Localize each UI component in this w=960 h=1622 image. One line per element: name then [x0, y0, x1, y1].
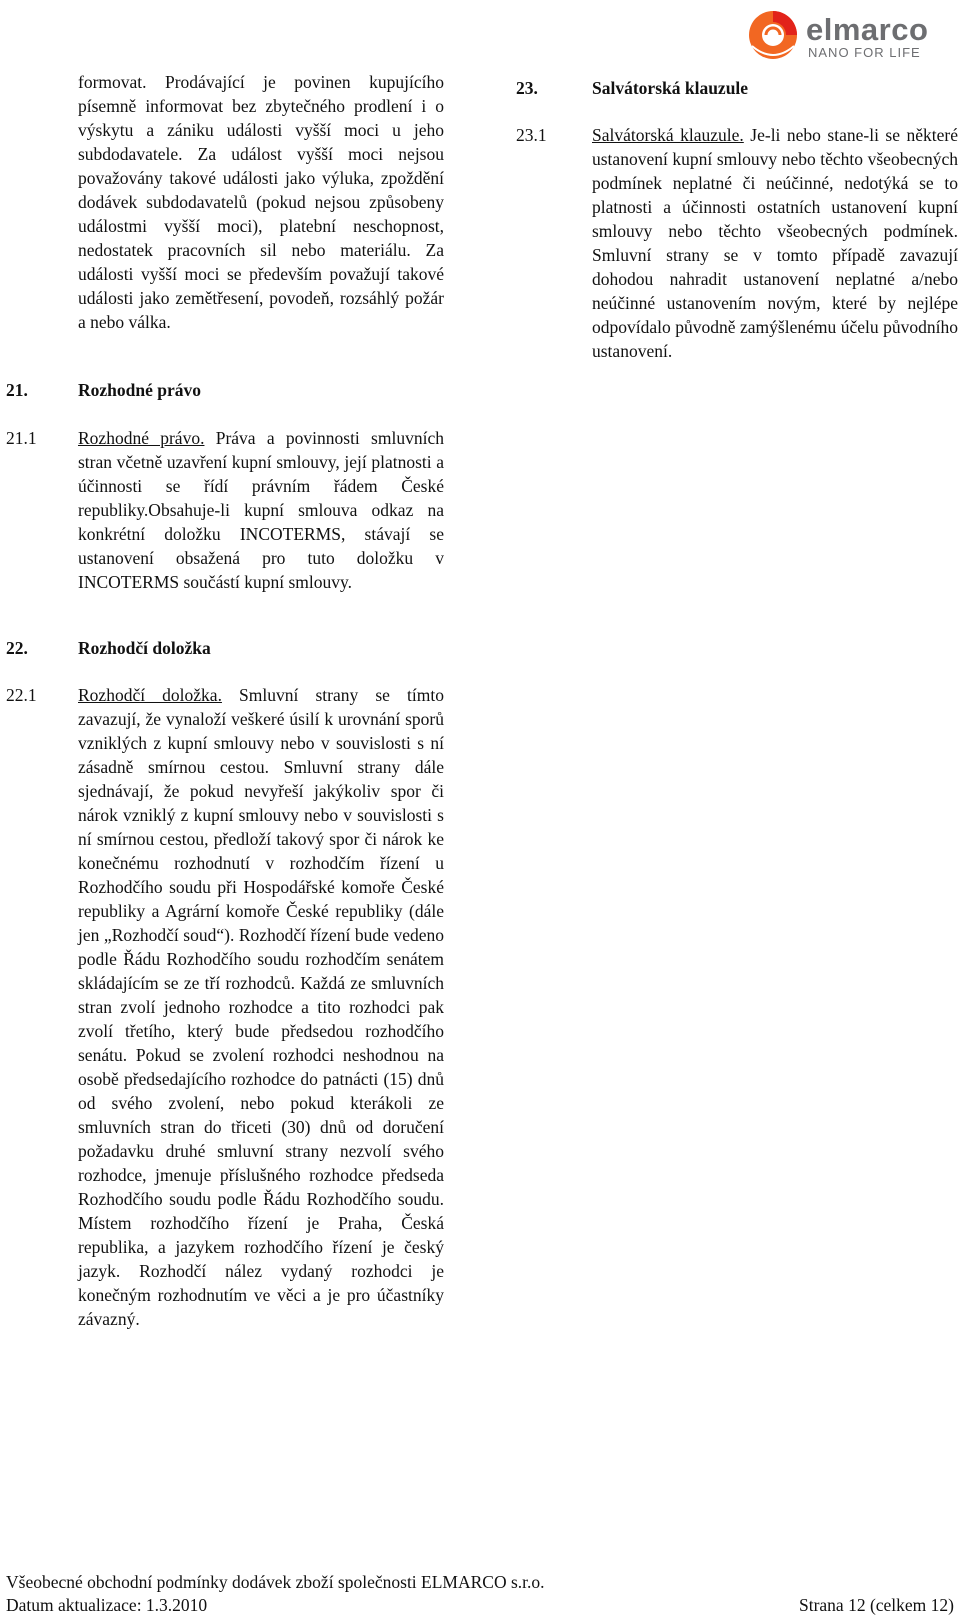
clause-22-1-title: Rozhodčí doložka. [78, 685, 222, 705]
section-23-title: Salvátorská klauzule [592, 78, 749, 98]
footer-date: Datum aktualizace: 1.3.2010 [6, 1595, 208, 1615]
footer-title: Všeobecné obchodní podmínky dodávek zboží společnosti ELMARCO s.r.o. [6, 1572, 545, 1592]
clause-23-1-title: Salvátorská klauzule. [592, 125, 744, 145]
clause-23-1-text: Je-li nebo stane-li se některé ustanovení kupní smlouvy nebo těchto všeobecných podmínek neplatné či neúčinné, nedotýká se to platnosti a účinnosti ostatních ustanovení kupní smlouvy nebo těchto všeobecných podmínek. Smluvní strany se v tomto případě zavazují dohodou nahradit ustanovení neplatné a/nebo neúčinné ustanovením novým, které by nejlépe odpovídalo původně zamýšlenému účelu původního ustanovení. [592, 125, 958, 361]
section-23-number: 23. [516, 78, 538, 98]
clause-21-1-text: Práva a povinnosti smluvních stran včetně uzavření kupní smlouvy, její platnosti a účinnosti se řídí právním řádem České republiky.Obsahuje-li kupní smlouva odkaz na konkrétní doložku INCOTERMS, stávají se ustanovení obsažená pro tuto doložku v INCOTERMS součástí kupní smlouvy. [78, 428, 444, 592]
section-21-number: 21. [6, 380, 28, 400]
clause-22-1 [78, 683, 444, 1331]
logo-tagline: NANO FOR LIFE [808, 45, 921, 60]
footer-page-number: Strana 12 (celkem 12) [798, 1595, 954, 1615]
clause-23-1-number: 23.1 [516, 125, 547, 145]
clause-22-1-number: 22.1 [6, 685, 37, 705]
continued-paragraph: formovat. Prodávající je povinen kupujícího písemně informovat bez zbytečného prodlení i o výskytu a zániku události vyšší moci u jeho subdodavatele. Za událost vyšší moci nejsou považovány takové události jako výluka, zpoždění dodávek subdodavatelů (pokud nejsou způsobeny událostmi vyšší moci), platební neschopnost, nedostatek pracovních sil nebo materiálu. Za události vyšší moci se především považují takové události jako zemětřesení, povodeň, rozsáhlý požár a nebo válka. [78, 72, 444, 332]
section-21-title: Rozhodné právo [78, 380, 201, 400]
clause-23-1 [592, 123, 958, 363]
clause-21-1-number: 21.1 [6, 428, 37, 448]
elmarco-logo-mark [746, 6, 802, 62]
section-22-title: Rozhodčí doložka [78, 638, 211, 658]
clause-21-1 [78, 426, 444, 594]
logo-wordmark: elmarco [806, 12, 929, 47]
section-22-number: 22. [6, 638, 28, 658]
clause-22-1-text: Smluvní strany se tímto zavazují, že vynaloží veškeré úsilí k urovnání sporů vzniklých z kupní smlouvy nebo v souvislosti s ní zásadně smírnou cestou. Smluvní strany dále sjednávají, že pokud nevyřeší jakýkoliv spor či nárok vzniklý z kupní smlouvy nebo v souvislosti s ní smírnou cestou, předloží takový spor či nárok ke konečnému rozhodnutí v rozhodčím řízení u Rozhodčího soudu při Hospodářské komoře České republiky a Agrární komoře České republiky (dále jen „Rozhodčí soud“). Rozhodčí řízení bude vedeno podle Řádu Rozhodčího soudu rozhodčím senátem skládajícím se ze tří rozhodců. Každá ze smluvních stran zvolí jednoho rozhodce a tito rozhodci pak zvolí třetího, který bude předsedou rozhodčího senátu. Pokud se zvolení rozhodci neshodnou na osobě předsedajícího rozhodce do patnácti (15) dnů od svého zvolení, nebo pokud kterákoli ze smluvních stran do třiceti (30) dnů od doručení požadavku druhé smluvní strany nezvolí svého rozhodce, jmenuje příslušného rozhodce předseda Rozhodčího soudu podle Řádu Rozhodčího soudu. Místem rozhodčího řízení je Praha, Česká republika, a jazykem rozhodčího řízení je český jazyk. Rozhodčí nález vydaný rozhodci je konečným rozhodnutím ve věci a je pro účastníky závazný. [78, 685, 444, 1329]
elmarco-logo [746, 6, 951, 62]
clause-21-1-title: Rozhodné právo. [78, 428, 205, 448]
